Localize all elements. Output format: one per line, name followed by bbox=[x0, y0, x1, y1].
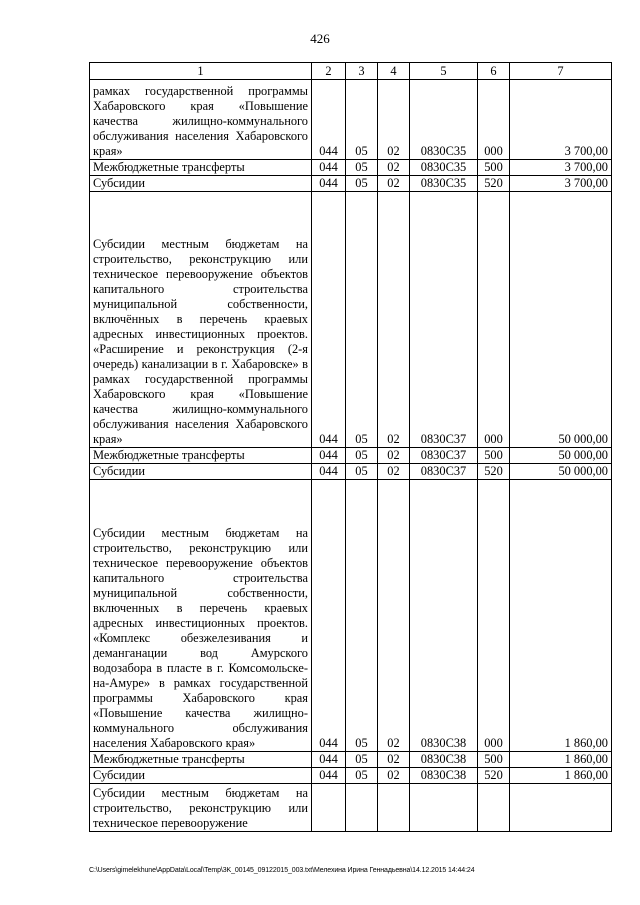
row-description bbox=[90, 448, 312, 464]
row-target-article: 0830С37 bbox=[410, 448, 478, 464]
row-chapter-code: 044 bbox=[312, 480, 346, 752]
row-target-article: 0830С38 bbox=[410, 752, 478, 768]
row-subsection-code bbox=[378, 784, 410, 832]
row-description-text: рамках государственной программы Хабаровского края «Повышение качества жилищно-коммунального обслуживания населения Хабаровского края» bbox=[93, 84, 308, 158]
row-chapter-code: 044 bbox=[312, 80, 346, 160]
table-row bbox=[90, 80, 612, 160]
row-description-text: Межбюджетные трансферты bbox=[93, 160, 245, 174]
row-target-article: 0830С38 bbox=[410, 768, 478, 784]
row-chapter-code: 044 bbox=[312, 464, 346, 480]
table-row bbox=[90, 480, 612, 752]
row-subsection-code: 02 bbox=[378, 192, 410, 448]
row-chapter-code: 044 bbox=[312, 192, 346, 448]
row-expense-type: 500 bbox=[478, 160, 510, 176]
row-subsection-code: 02 bbox=[378, 160, 410, 176]
row-subsection-code: 02 bbox=[378, 176, 410, 192]
row-subsection-code: 02 bbox=[378, 448, 410, 464]
row-expense-type bbox=[478, 784, 510, 832]
row-section-code: 05 bbox=[346, 464, 378, 480]
row-description bbox=[90, 176, 312, 192]
row-expense-type: 520 bbox=[478, 768, 510, 784]
table-row bbox=[90, 192, 612, 448]
table-row bbox=[90, 176, 612, 192]
row-chapter-code: 044 bbox=[312, 752, 346, 768]
table-row bbox=[90, 768, 612, 784]
header-col-3: 3 bbox=[346, 63, 378, 80]
row-amount: 50 000,00 bbox=[510, 192, 612, 448]
row-expense-type: 520 bbox=[478, 464, 510, 480]
row-section-code: 05 bbox=[346, 160, 378, 176]
table-row bbox=[90, 464, 612, 480]
row-expense-type: 000 bbox=[478, 80, 510, 160]
row-description bbox=[90, 80, 312, 160]
row-target-article: 0830С35 bbox=[410, 160, 478, 176]
row-section-code: 05 bbox=[346, 768, 378, 784]
row-description bbox=[90, 160, 312, 176]
row-section-code: 05 bbox=[346, 192, 378, 448]
row-subsection-code: 02 bbox=[378, 768, 410, 784]
header-col-6: 6 bbox=[478, 63, 510, 80]
row-subsection-code: 02 bbox=[378, 480, 410, 752]
page-number: 426 bbox=[310, 31, 330, 46]
header-col-2: 2 bbox=[312, 63, 346, 80]
row-expense-type: 500 bbox=[478, 752, 510, 768]
row-chapter-code: 044 bbox=[312, 768, 346, 784]
row-description bbox=[90, 768, 312, 784]
row-amount bbox=[510, 784, 612, 832]
row-description-text: Субсидии bbox=[93, 464, 145, 478]
table-header bbox=[90, 63, 612, 80]
row-subsection-code: 02 bbox=[378, 80, 410, 160]
table-row bbox=[90, 448, 612, 464]
row-expense-type: 520 bbox=[478, 176, 510, 192]
row-description bbox=[90, 192, 312, 448]
row-description bbox=[90, 464, 312, 480]
header-col-4: 4 bbox=[378, 63, 410, 80]
row-subsection-code: 02 bbox=[378, 752, 410, 768]
header-row bbox=[90, 63, 612, 80]
row-amount: 3 700,00 bbox=[510, 80, 612, 160]
row-description-text: Межбюджетные трансферты bbox=[93, 448, 245, 462]
row-chapter-code bbox=[312, 784, 346, 832]
row-section-code: 05 bbox=[346, 480, 378, 752]
row-amount: 3 700,00 bbox=[510, 176, 612, 192]
row-description bbox=[90, 784, 312, 832]
row-description-text: Межбюджетные трансферты bbox=[93, 752, 245, 766]
row-description bbox=[90, 480, 312, 752]
header-col-5: 5 bbox=[410, 63, 478, 80]
row-amount: 3 700,00 bbox=[510, 160, 612, 176]
header-col-7: 7 bbox=[510, 63, 612, 80]
row-chapter-code: 044 bbox=[312, 176, 346, 192]
file-path-footer: C:\Users\gimelekhune\AppData\Local\Temp\3K_00145_09122015_003.txt\Мелехина Ирина Геннадьевна\14.12.2015 14:44:24 bbox=[89, 867, 475, 874]
budget-table bbox=[89, 62, 612, 832]
row-section-code: 05 bbox=[346, 752, 378, 768]
row-description-text: Субсидии bbox=[93, 176, 145, 190]
row-section-code: 05 bbox=[346, 176, 378, 192]
row-chapter-code: 044 bbox=[312, 448, 346, 464]
row-amount: 50 000,00 bbox=[510, 464, 612, 480]
header-col-1: 1 bbox=[90, 63, 312, 80]
row-target-article: 0830С37 bbox=[410, 464, 478, 480]
row-description-text: Субсидии местным бюджетам на строительство, реконструкцию или техническое перевооружение объектов капитального строительства муниципальной собственности, включённых в перечень краевых адресных инвестиционных проектов. «Расширение и реконструкция (2-я очередь) канализации в г. Хабаровске» в рамках государственной программы Хабаровского края «Повышение качества жилищно-коммунального обслуживания населения Хабаровского края» bbox=[93, 237, 308, 446]
row-target-article: 0830С35 bbox=[410, 176, 478, 192]
row-amount: 1 860,00 bbox=[510, 768, 612, 784]
row-target-article bbox=[410, 784, 478, 832]
row-target-article: 0830С38 bbox=[410, 480, 478, 752]
table-row bbox=[90, 752, 612, 768]
row-subsection-code: 02 bbox=[378, 464, 410, 480]
row-section-code: 05 bbox=[346, 448, 378, 464]
row-expense-type: 000 bbox=[478, 192, 510, 448]
row-amount: 50 000,00 bbox=[510, 448, 612, 464]
row-expense-type: 000 bbox=[478, 480, 510, 752]
table-row bbox=[90, 784, 612, 832]
row-target-article: 0830С35 bbox=[410, 80, 478, 160]
row-description-text: Субсидии местным бюджетам на строительство, реконструкцию или техническое перевооружение объектов капитального строительства муниципальной собственности, включенных в перечень краевых адресных инвестиционных проектов. «Комплекс обезжелезивания и деманганации вод Амурского водозабора в пласте в г. Комсомольске-на-Амуре» в рамках государственной программы Хабаровского края «Повышение качества жилищно-коммунального обслуживания населения Хабаровского края» bbox=[93, 526, 308, 750]
row-chapter-code: 044 bbox=[312, 160, 346, 176]
row-target-article: 0830С37 bbox=[410, 192, 478, 448]
table-row bbox=[90, 160, 612, 176]
row-expense-type: 500 bbox=[478, 448, 510, 464]
table-body bbox=[90, 80, 612, 832]
row-description-text: Субсидии bbox=[93, 768, 145, 782]
row-description-text: Субсидии местным бюджетам на строительство, реконструкцию или техническое перевооружение bbox=[93, 786, 308, 830]
row-amount: 1 860,00 bbox=[510, 480, 612, 752]
row-section-code: 05 bbox=[346, 80, 378, 160]
row-section-code bbox=[346, 784, 378, 832]
row-description bbox=[90, 752, 312, 768]
row-amount: 1 860,00 bbox=[510, 752, 612, 768]
